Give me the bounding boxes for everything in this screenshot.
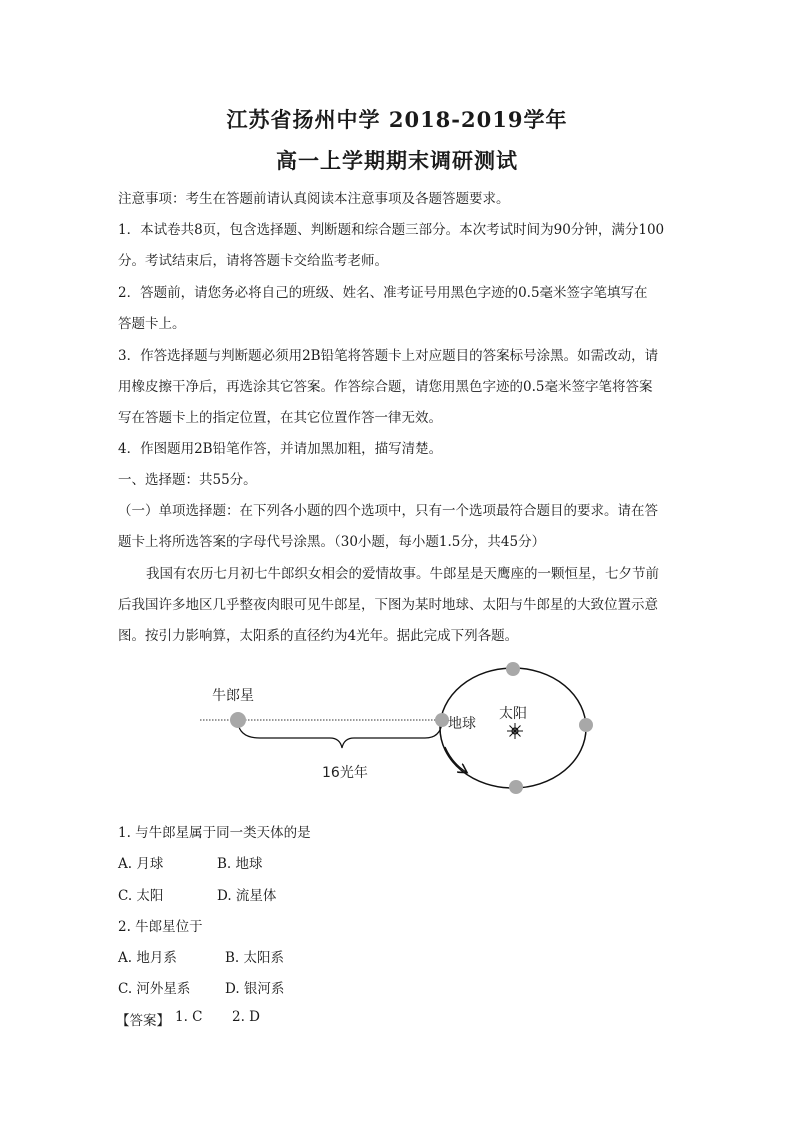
- q2-option-b: B. 太阳系: [225, 950, 285, 966]
- exam-title-line1: 江苏省扬州中学 2018-2019学年: [226, 107, 568, 132]
- q1-option-a: A. 月球: [118, 856, 164, 872]
- notice-item4: 4．作图题用2B铅笔作答，并请加黑加粗，描写清楚。: [118, 441, 443, 457]
- earth-marker: [435, 713, 449, 727]
- sun-label: 太阳: [499, 706, 527, 722]
- earth-position-right: [579, 718, 593, 732]
- notice-item3-line1: 3．作答选择题与判断题必须用2B铅笔将答题卡上对应题目的答案标号涂黑。如需改动，请: [118, 348, 659, 364]
- notice-item3-line3: 写在答题卡上的指定位置，在其它位置作答一律无效。: [118, 410, 442, 426]
- notice-item1-line1: 1．本试卷共8页，包含选择题、判断题和综合题三部分。本次考试时间为90分钟，满分100: [118, 222, 665, 238]
- distance-label: 16光年: [322, 765, 368, 781]
- passage-line1: 我国有农历七月初七牛郎织女相会的爱情故事。牛郎星是天鹰座的一颗恒星，七夕节前: [146, 566, 659, 582]
- q2-option-c: C. 河外星系: [118, 981, 191, 997]
- distance-brace: [238, 723, 442, 748]
- passage-line3: 图。按引力影响算，太阳系的直径约为4光年。据此完成下列各题。: [118, 628, 519, 644]
- passage-line2: 后我国许多地区几乎整夜肉眼可见牛郎星，下图为某时地球、太阳与牛郎星的大致位置示意: [118, 597, 658, 613]
- exam-title-line2: 高一上学期期末调研测试: [276, 148, 518, 173]
- notice-item2-line1: 2．答题前，请您务必将自己的班级、姓名、准考证号用黑色字迹的0.5毫米签字笔填写在: [118, 285, 648, 301]
- sun-icon: [507, 723, 523, 739]
- q1-stem: 1. 与牛郎星属于同一类天体的是: [118, 825, 311, 841]
- q1-option-c: C. 太阳: [118, 888, 164, 904]
- q1-option-d: D. 流星体: [217, 888, 277, 904]
- earth-position-bottom: [509, 780, 523, 794]
- position-diagram: [190, 655, 610, 805]
- answer-2: 2. D: [232, 1009, 260, 1025]
- altair-label: 牛郎星: [212, 688, 254, 704]
- earth-label: 地球: [448, 716, 476, 732]
- notice-heading: 注意事项：考生在答题前请认真阅读本注意事项及各题答题要求。: [118, 191, 510, 207]
- notice-item1-line2: 分。考试结束后，请将答题卡交给监考老师。: [118, 253, 388, 269]
- earth-position-top: [506, 662, 520, 676]
- section1-instructions-line1: （一）单项选择题：在下列各小题的四个选项中，只有一个选项最符合题目的要求。请在答: [118, 503, 658, 519]
- answer-label: 【答案】: [116, 1013, 170, 1029]
- notice-item3-line2: 用橡皮擦干净后，再选涂其它答案。作答综合题，请您用黑色字迹的0.5毫米签字笔将答案: [118, 379, 653, 395]
- q2-option-a: A. 地月系: [118, 950, 177, 966]
- notice-item2-line2: 答题卡上。: [118, 316, 186, 332]
- section1-heading: 一、选择题：共55分。: [118, 472, 257, 488]
- q1-option-b: B. 地球: [217, 856, 263, 872]
- q2-option-d: D. 银河系: [225, 981, 285, 997]
- answer-1: 1. C: [175, 1009, 203, 1025]
- section1-instructions-line2: 题卡上将所选答案的字母代号涂黑。（30小题，每小题1.5分，共45分）: [118, 534, 546, 550]
- q2-stem: 2. 牛郎星位于: [118, 919, 203, 935]
- orbit-direction-arrow: [445, 747, 466, 772]
- altair-star: [230, 712, 246, 728]
